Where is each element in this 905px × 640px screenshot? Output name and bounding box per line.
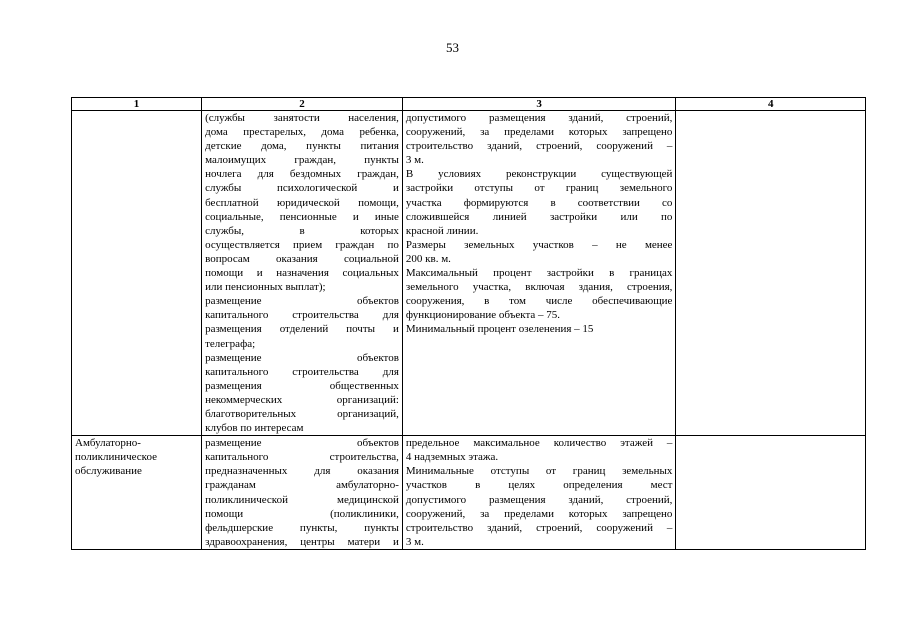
cell-text-line: земельного участка, включая здания, строения,	[405, 281, 673, 294]
table-row	[72, 111, 866, 436]
cell-text-line: поликлинической медицинской	[205, 493, 399, 506]
cell-text-line: ночлега для бездомных граждан,	[205, 168, 399, 181]
cell-text-line: здравоохранения, центры матери и	[205, 535, 399, 548]
cell-text-line: вопросам оказания социальной	[205, 252, 399, 265]
cell-text-line: Амбулаторно-	[75, 437, 141, 450]
column-header-4: 4	[676, 98, 866, 111]
cell-text-line: размещения отделений почты и	[205, 323, 399, 336]
cell-text-line: (службы занятости населения,	[205, 112, 399, 124]
cell-text-line: гражданам амбулаторно-	[205, 479, 399, 492]
column-header-3: 3	[402, 98, 676, 111]
cell-text-line: размещения общественных	[205, 379, 399, 392]
cell-text-line: участка формируются в соответствии со	[405, 196, 673, 209]
cell-text-line: благотворительных организаций,	[205, 407, 399, 420]
table-cell-permitted-use-description	[202, 436, 403, 550]
cell-text-line: размещение объектов	[205, 295, 399, 308]
cell-text-line: функционирование объекта – 75.	[405, 309, 561, 322]
cell-text-line: 4 надземных этажа.	[405, 451, 499, 464]
cell-text-line: размещение объектов	[205, 351, 399, 364]
column-header-1: 1	[72, 98, 202, 111]
cell-text-line: участков в целях определения мест	[405, 479, 673, 492]
cell-text-line: службы психологической и	[205, 182, 399, 195]
cell-text-line: поликлиническое	[75, 451, 157, 464]
table-cell-permitted-use-description	[202, 111, 403, 436]
cell-text-line: 3 м.	[405, 535, 424, 548]
cell-text-line: предназначенных для оказания	[205, 465, 399, 478]
cell-text-line: 3 м.	[405, 154, 424, 167]
cell-text-line: социальные, пенсионные и иные	[205, 210, 399, 223]
cell-text-line: обслуживание	[75, 465, 142, 478]
table-cell-notes	[676, 111, 866, 436]
table-cell-land-use-type	[72, 436, 202, 550]
table-cell-parameters	[402, 436, 676, 550]
page-number: 53	[446, 40, 459, 55]
table-cell-land-use-type	[72, 111, 202, 436]
cell-text-line: службы, в которых	[205, 224, 399, 237]
cell-text-line: некоммерческих организаций:	[205, 393, 399, 406]
cell-text-line: малоимущих граждан, пункты	[205, 154, 399, 167]
cell-text-line: помощи (поликлиники,	[205, 507, 399, 520]
cell-text-line: В условиях реконструкции существующей	[405, 168, 673, 181]
cell-text-line: Максимальный процент застройки в границах	[405, 267, 673, 280]
cell-text-line: размещение объектов	[205, 437, 399, 450]
table-cell-notes	[676, 436, 866, 550]
cell-text-line: допустимого размещения зданий, строений,	[405, 112, 673, 124]
cell-text-line: Минимальный процент озеленения – 15	[405, 323, 594, 336]
cell-text-line: допустимого размещения зданий, строений,	[405, 493, 673, 506]
cell-text-line: застройки отступы от границ земельного	[405, 182, 673, 195]
cell-text-line: строительство зданий, строений, сооружений –	[405, 140, 673, 153]
cell-text-line: 200 кв. м.	[405, 252, 451, 265]
table-cell-parameters	[402, 111, 676, 436]
cell-text-line: предельное максимальное количество этажей –	[405, 437, 673, 450]
table-row	[72, 436, 866, 550]
cell-text-line: капитального строительства для	[205, 309, 399, 322]
cell-text-line: красной линии.	[405, 224, 479, 237]
cell-text-line: Минимальные отступы от границ земельных	[405, 465, 673, 478]
cell-text-line: осуществляется прием граждан по	[205, 238, 399, 251]
cell-text-line: сооружений, за пределами которых запрещено	[405, 507, 673, 520]
cell-text-line: капитального строительства для	[205, 365, 399, 378]
cell-text-line: или пенсионных выплат);	[205, 281, 326, 294]
table-header-row	[72, 98, 866, 111]
cell-text-line: Размеры земельных участков – не менее	[405, 238, 673, 251]
cell-text-line: помощи и назначения социальных	[205, 267, 399, 280]
cell-text-line: сооружения, в том числе обеспечивающие	[405, 295, 673, 308]
cell-text-line: сооружений, за пределами которых запрещено	[405, 126, 673, 139]
cell-text-line: бесплатной юридической помощи,	[205, 196, 399, 209]
cell-text-line: телеграфа;	[205, 337, 256, 350]
cell-text-line: детские дома, пункты питания	[205, 140, 399, 153]
cell-text-line: сложившейся линией застройки или по	[405, 210, 673, 223]
cell-text-line: строительство зданий, строений, сооружений –	[405, 521, 673, 534]
cell-text-line: дома престарелых, дома ребенка,	[205, 126, 399, 139]
cell-text-line: фельдшерские пункты, пункты	[205, 521, 399, 534]
zoning-table	[71, 97, 866, 550]
cell-text-line: капитального строительства,	[205, 451, 399, 464]
column-header-2: 2	[202, 98, 403, 111]
cell-text-line: клубов по интересам	[205, 422, 304, 435]
